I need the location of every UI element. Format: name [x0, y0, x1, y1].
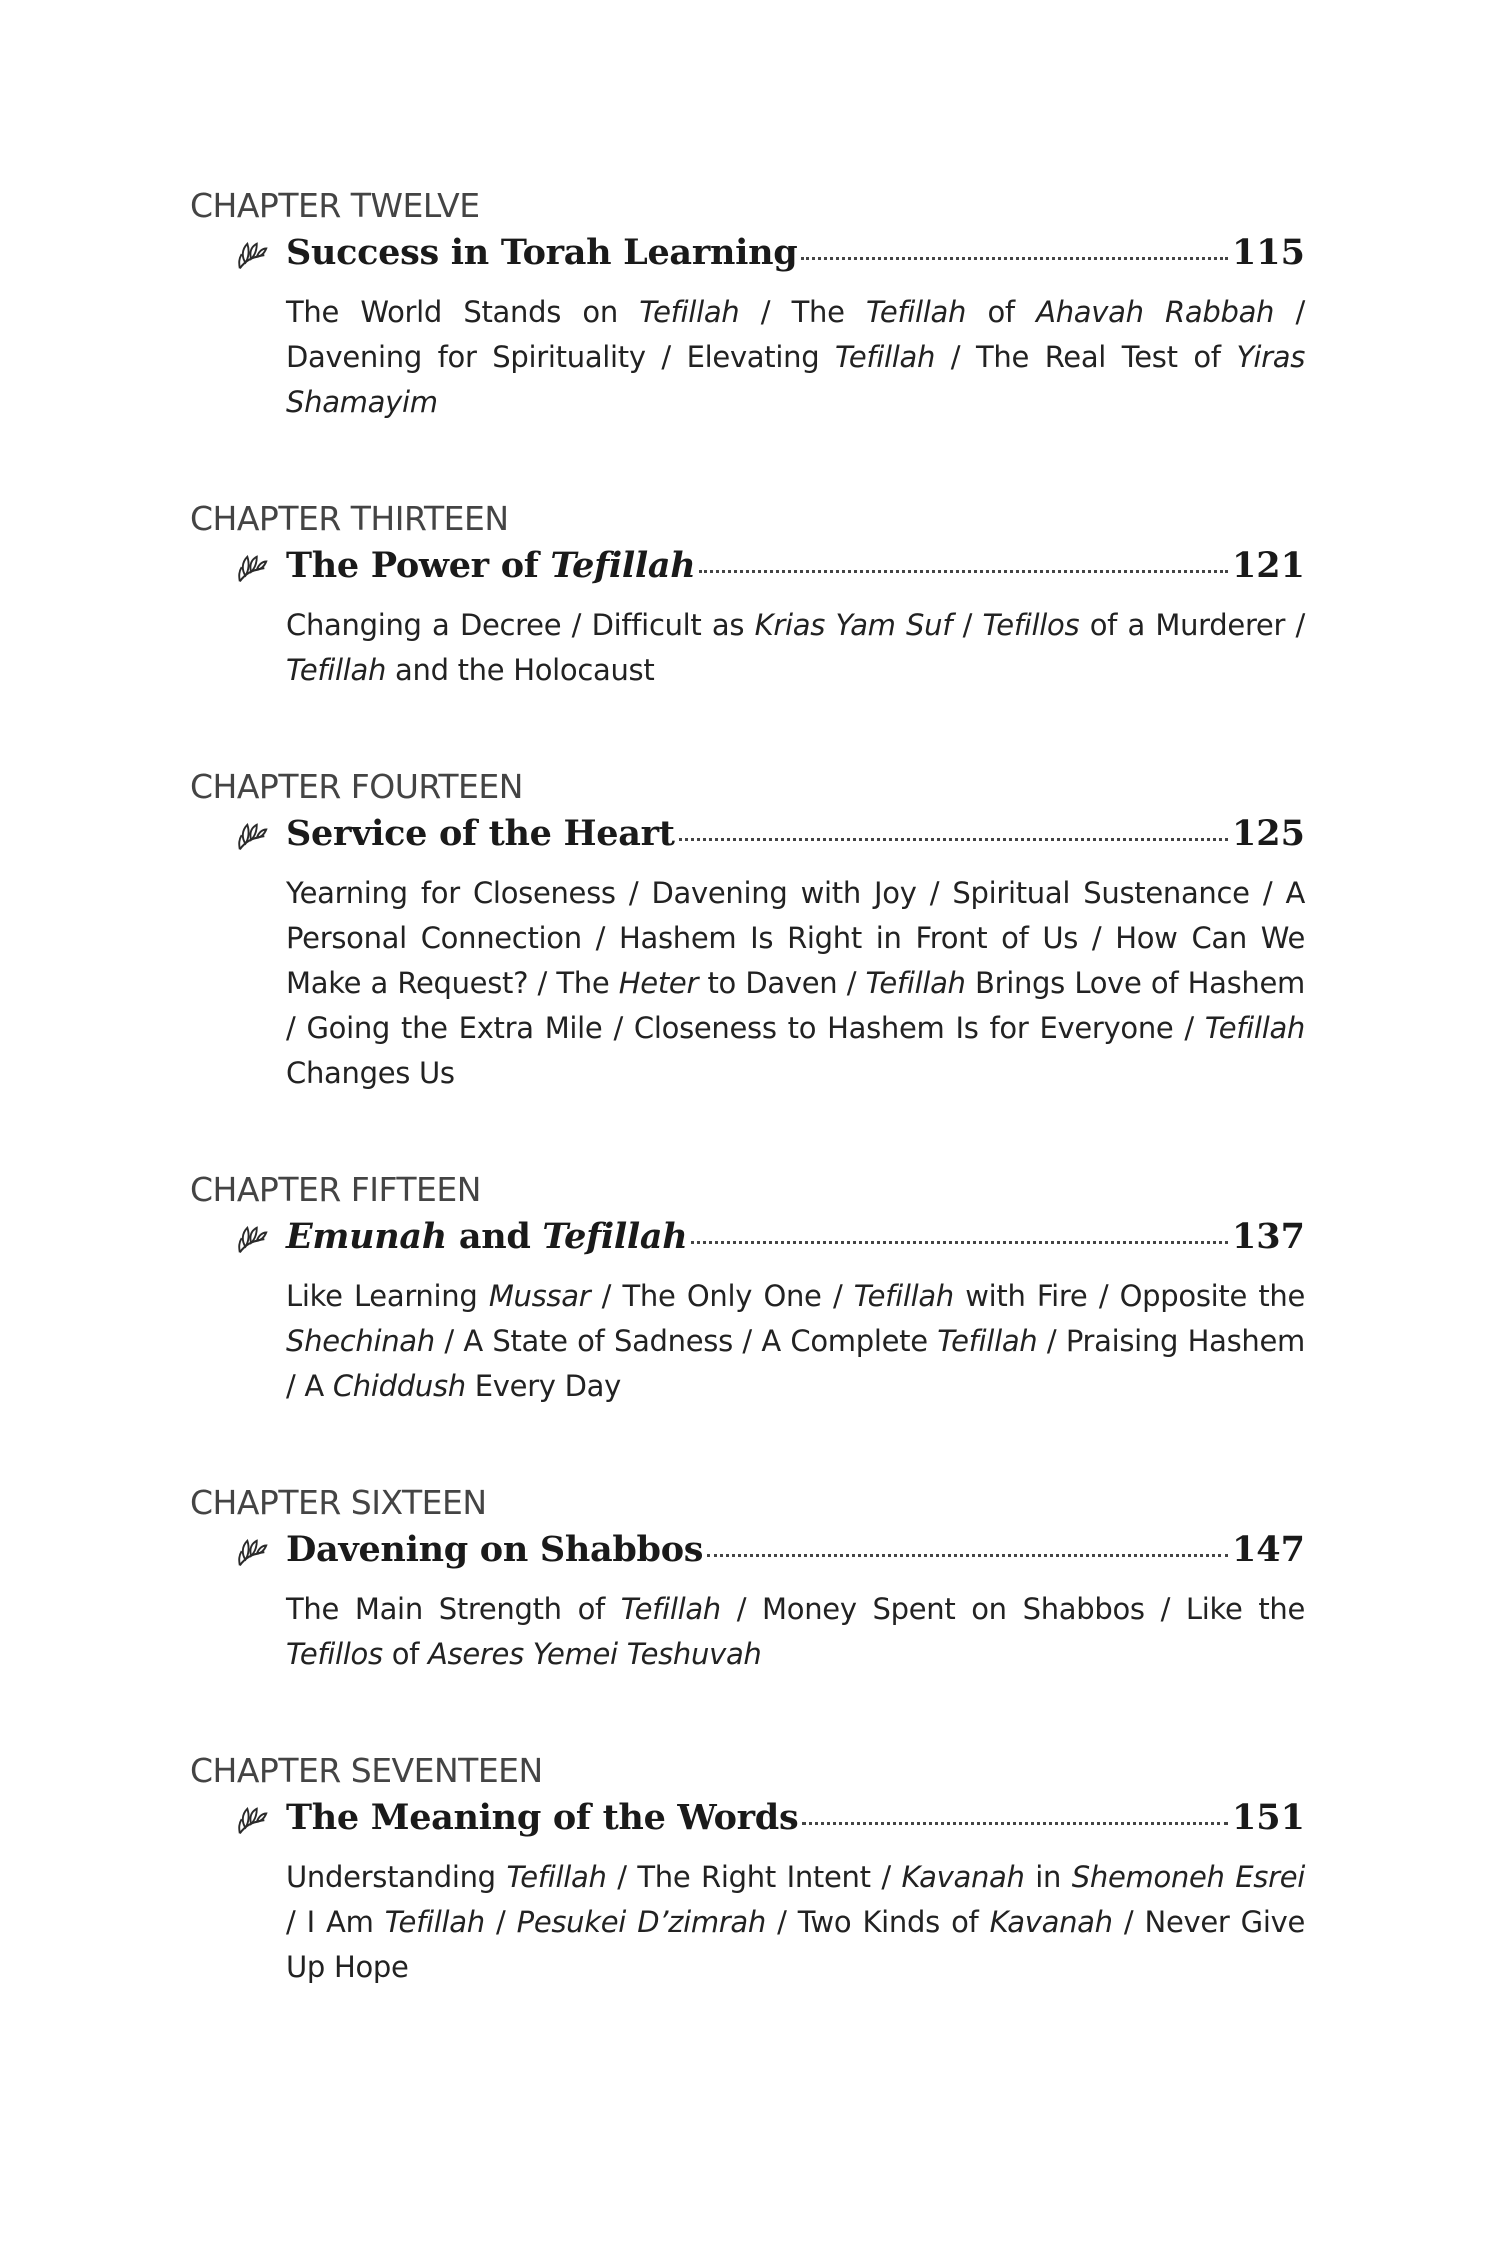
topic-list	[286, 871, 1305, 1096]
topic-separator: /	[765, 1905, 798, 1939]
topic-text: Yearning for Closeness	[286, 876, 616, 910]
topic-text: Krias Yam Suf	[754, 608, 953, 642]
topic-text: The Only One	[622, 1279, 822, 1313]
topic-separator: /	[528, 966, 557, 1000]
topic-separator: /	[581, 921, 619, 955]
topic-text: Davening for Spirituality	[286, 340, 646, 374]
topic-separator: /	[732, 1324, 762, 1358]
topic-separator: /	[286, 1011, 307, 1045]
topic-text: Shechinah	[286, 1324, 435, 1358]
topic-text: Davening with Joy	[651, 876, 917, 910]
toc-entry[interactable]	[190, 813, 1305, 1096]
toc-entry[interactable]	[190, 232, 1305, 425]
topic-text: Tefillah	[384, 1905, 485, 1939]
topic-separator: /	[286, 1369, 305, 1403]
title-row	[286, 1797, 1305, 1855]
chapter-section	[190, 1164, 1305, 1409]
title-segment: Davening on Shabbos	[286, 1529, 704, 1570]
topic-text: Every Day	[465, 1369, 621, 1403]
topic-text: Tefillah	[865, 966, 966, 1000]
title-segment: Service of the Heart	[286, 813, 675, 854]
page-number[interactable]: 121	[1231, 545, 1305, 586]
topic-text: of	[382, 1637, 429, 1671]
chapter-section	[190, 1477, 1305, 1677]
title-segment: and	[446, 1216, 543, 1257]
chapter-title[interactable]	[286, 1216, 687, 1257]
topic-text: Shemoneh Esrei	[1071, 1860, 1306, 1894]
topic-text: The	[556, 966, 619, 1000]
leaf-ornament-icon	[236, 1537, 270, 1571]
dot-leader	[707, 1554, 1228, 1557]
topic-separator: /	[606, 1860, 638, 1894]
topic-text: of	[966, 295, 1037, 329]
topic-text: Aseres Yemei Teshuvah	[428, 1637, 762, 1671]
chapter-section	[190, 180, 1305, 425]
title-segment: The Meaning of the Words	[286, 1797, 799, 1838]
topic-text: Changes Us	[286, 1056, 455, 1090]
toc-entry[interactable]	[190, 1797, 1305, 1990]
topic-text: Tefillah	[639, 295, 740, 329]
dot-leader	[802, 1822, 1228, 1825]
topic-separator: /	[821, 1279, 854, 1313]
page-number[interactable]: 115	[1231, 232, 1305, 273]
topic-text: Pesukei D’zimrah	[516, 1905, 766, 1939]
topic-separator: /	[1112, 1905, 1145, 1939]
topic-separator: /	[1173, 1011, 1205, 1045]
topic-text: Tefillah	[853, 1279, 954, 1313]
topic-text: Going the Extra Mile	[306, 1011, 603, 1045]
topic-text: The Right Intent	[637, 1860, 871, 1894]
topic-text: Praising Hashem	[1065, 1324, 1305, 1358]
dot-leader	[801, 257, 1228, 260]
topic-separator: /	[952, 608, 983, 642]
topic-separator: /	[1274, 295, 1305, 329]
topic-text: Heter	[618, 966, 699, 1000]
topic-text: Like the	[1185, 1592, 1306, 1626]
topic-text: Tefillos	[286, 1637, 383, 1671]
topic-text: Kavanah	[901, 1860, 1025, 1894]
chapter-label: CHAPTER FIFTEEN	[190, 1170, 481, 1209]
topic-text: to Daven	[698, 966, 838, 1000]
topic-text: of a Murderer	[1079, 608, 1286, 642]
chapter-section	[190, 761, 1305, 1096]
topic-separator: /	[286, 1905, 307, 1939]
topic-text: Hashem Is Right in Front of Us	[618, 921, 1079, 955]
topic-text: Spiritual Sustenance	[952, 876, 1250, 910]
topic-separator: /	[1037, 1324, 1066, 1358]
leaf-ornament-icon	[236, 1224, 270, 1258]
topic-text: A Complete	[761, 1324, 938, 1358]
topic-text: Difficult as	[591, 608, 755, 642]
topic-list	[286, 1587, 1305, 1677]
topic-text: Closeness to Hashem Is for Everyone	[633, 1011, 1174, 1045]
chapter-title[interactable]	[286, 1529, 703, 1570]
chapter-title[interactable]	[286, 813, 675, 854]
topic-list	[286, 290, 1305, 425]
topic-text: Never Give Up Hope	[286, 1905, 1306, 1984]
title-row	[286, 813, 1305, 871]
topic-text: A State of Sadness	[463, 1324, 733, 1358]
leaf-ornament-icon	[236, 821, 270, 855]
topic-text: Brings Love of Hashem	[965, 966, 1305, 1000]
topic-separator: /	[935, 340, 976, 374]
topic-text: Elevating	[686, 340, 835, 374]
chapter-title[interactable]	[286, 545, 695, 586]
topic-separator: /	[484, 1905, 517, 1939]
chapter-title[interactable]	[286, 232, 797, 273]
topic-text: Tefillah	[835, 340, 936, 374]
title-row	[286, 232, 1305, 290]
topic-text: I Am	[306, 1905, 385, 1939]
topic-separator: /	[561, 608, 592, 642]
topic-separator: /	[590, 1279, 623, 1313]
toc-entry[interactable]	[190, 545, 1305, 693]
topic-separator: /	[1285, 608, 1306, 642]
topic-text: Changing a Decree	[286, 608, 562, 642]
chapter-label: CHAPTER THIRTEEN	[190, 499, 509, 538]
topic-text: The World Stands on	[286, 295, 640, 329]
topic-separator: /	[1087, 1279, 1120, 1313]
topic-separator: /	[602, 1011, 634, 1045]
topic-text: Two Kinds of	[797, 1905, 990, 1939]
leaf-ornament-icon	[236, 240, 270, 274]
topic-separator: /	[645, 340, 687, 374]
topic-separator: /	[1078, 921, 1116, 955]
topic-text: Tefillah	[865, 295, 967, 329]
page-number[interactable]: 137	[1231, 1216, 1305, 1257]
title-segment: Tefillah	[550, 545, 696, 586]
title-row	[286, 545, 1305, 603]
topic-separator: /	[916, 876, 953, 910]
topic-text: Yiras Shamayim	[286, 340, 1306, 419]
topic-text: Mussar	[488, 1279, 591, 1313]
toc-entry[interactable]	[190, 1216, 1305, 1409]
topic-text: The Main Strength of	[286, 1592, 621, 1626]
topic-text: Opposite the	[1119, 1279, 1306, 1313]
topic-text: Tefillah	[620, 1592, 721, 1626]
dot-leader	[699, 570, 1228, 573]
topic-separator: /	[1249, 876, 1286, 910]
table-of-contents	[190, 180, 1305, 2058]
chapter-label: CHAPTER TWELVE	[190, 186, 480, 225]
topic-list	[286, 603, 1305, 693]
topic-separator: /	[615, 876, 652, 910]
topic-text: A Personal Connection	[286, 876, 1305, 955]
page-number[interactable]: 147	[1231, 1529, 1305, 1570]
topic-text: A	[304, 1369, 333, 1403]
topic-separator: /	[739, 295, 792, 329]
chapter-section	[190, 493, 1305, 693]
topic-text: Tefillah	[937, 1324, 1038, 1358]
topic-list	[286, 1274, 1305, 1409]
topic-separator: /	[720, 1592, 763, 1626]
title-row	[286, 1529, 1305, 1587]
title-segment: Tefillah	[542, 1216, 688, 1257]
topic-text: Tefillah	[506, 1860, 607, 1894]
topic-text: Like Learning	[286, 1279, 489, 1313]
topic-text: Ahavah Rabbah	[1036, 295, 1275, 329]
topic-separator: /	[1144, 1592, 1186, 1626]
topic-text: Money Spent on Shabbos	[762, 1592, 1145, 1626]
topic-text: How Can We Make a Request?	[286, 921, 1305, 1000]
topic-text: Tefillos	[982, 608, 1080, 642]
chapter-section	[190, 1745, 1305, 1990]
title-segment: The Power of	[286, 545, 551, 586]
topic-text: in	[1024, 1860, 1072, 1894]
title-segment: Emunah	[286, 1216, 447, 1257]
chapter-label: CHAPTER SIXTEEN	[190, 1483, 487, 1522]
topic-separator: /	[870, 1860, 902, 1894]
topic-text: Tefillah	[286, 653, 387, 687]
topic-text: Understanding	[286, 1860, 507, 1894]
leaf-ornament-icon	[236, 1805, 270, 1839]
topic-text: and the Holocaust	[386, 653, 655, 687]
dot-leader	[691, 1241, 1228, 1244]
title-row	[286, 1216, 1305, 1274]
topic-separator: /	[434, 1324, 464, 1358]
title-segment: Success in Torah Learning	[286, 232, 798, 273]
dot-leader	[679, 838, 1228, 841]
toc-entry[interactable]	[190, 1529, 1305, 1677]
topic-text: with Fire	[953, 1279, 1088, 1313]
leaf-ornament-icon	[236, 553, 270, 587]
chapter-label: CHAPTER FOURTEEN	[190, 767, 523, 806]
chapter-label: CHAPTER SEVENTEEN	[190, 1751, 543, 1790]
page-number[interactable]: 125	[1231, 813, 1305, 854]
page-number[interactable]: 151	[1231, 1797, 1305, 1838]
topic-text: Tefillah	[1204, 1011, 1305, 1045]
topic-text: The Real Test of	[976, 340, 1237, 374]
topic-text: Kavanah	[989, 1905, 1113, 1939]
topic-list	[286, 1855, 1305, 1990]
chapter-title[interactable]	[286, 1797, 798, 1838]
topic-text: Chiddush	[332, 1369, 466, 1403]
topic-text: The	[791, 295, 866, 329]
topic-separator: /	[837, 966, 866, 1000]
